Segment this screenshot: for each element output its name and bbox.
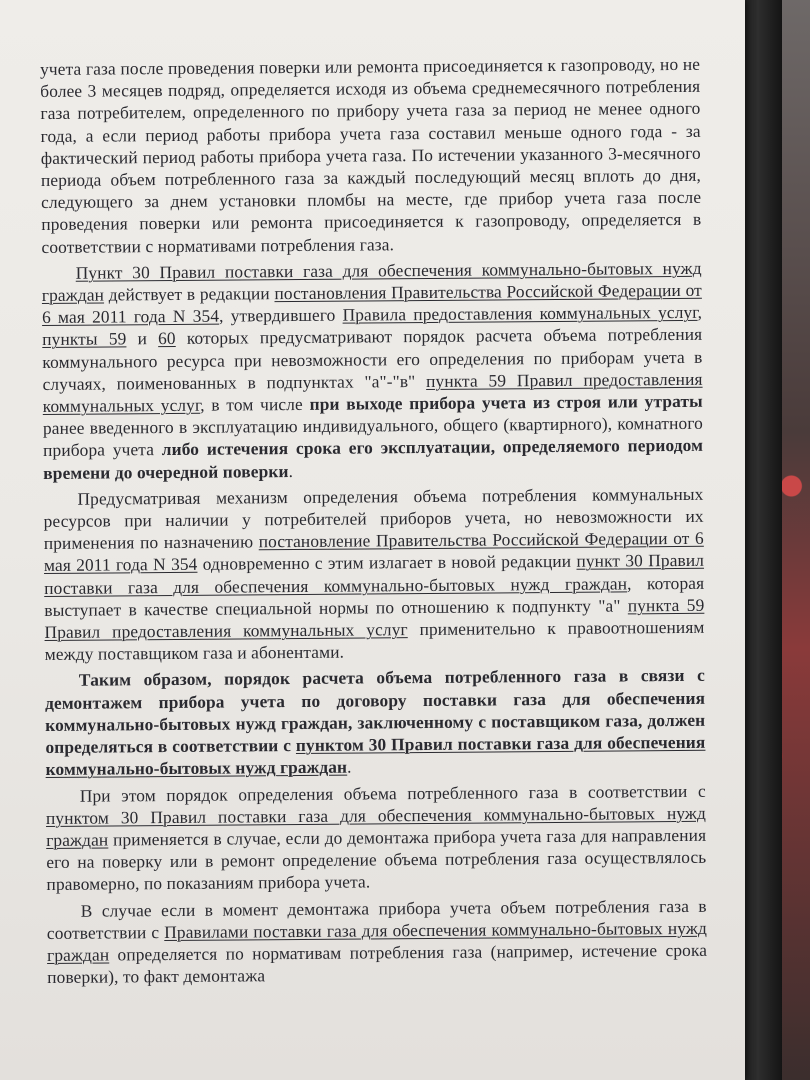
paragraph-text: действует в редакции bbox=[103, 283, 275, 305]
bold-text: либо истечения срока его эксплуатации, определяемого периодом времени до очередной поверки bbox=[43, 435, 704, 483]
legal-link[interactable]: постановление Правительства Российской Федерации от 6 мая 2011 года N 354 bbox=[43, 528, 704, 576]
legal-link[interactable]: пунктом 30 Правил поставки газа для обеспечения коммунально-бытовых нужд граждан bbox=[45, 731, 706, 780]
legal-link[interactable]: пункта 59 Правил предоставления коммунальных услуг bbox=[44, 594, 705, 643]
paragraph-text: применительно к правоотношениям между поставщиком газа и абонентами. bbox=[44, 616, 705, 665]
paragraph-5 bbox=[46, 779, 707, 895]
paragraph-text: , bbox=[697, 302, 703, 323]
legal-link[interactable]: пункты 59 bbox=[42, 328, 127, 350]
legal-link[interactable]: пункта 59 Правил предоставления коммунальных услуг bbox=[42, 368, 703, 417]
paragraph-text: В случае если в момент демонтажа прибора учета объем потребления газа в соответствии с bbox=[46, 895, 707, 943]
paragraph-4 bbox=[45, 664, 706, 780]
document-body bbox=[40, 53, 707, 992]
legal-link[interactable]: Пункт 30 Правил поставки газа для обеспечения коммунально-бытовых нужд граждан bbox=[41, 257, 702, 306]
paragraph-3 bbox=[43, 483, 704, 666]
paragraph-text: определяется по нормативам потребления газа (например, истечение срока поверки), то факт демонтажа bbox=[47, 939, 708, 988]
paragraph-1 bbox=[40, 53, 702, 258]
legal-link[interactable]: пунктом 30 Правил поставки газа для обеспечения коммунально-бытовых нужд граждан bbox=[45, 802, 707, 850]
bold-text: Таким образом, порядок расчета объема потребленного газа в связи с демонтажем прибора учета по договору поставки газа для обеспечения коммунально-бытовых нужд граждан, заключенному с поставщиком газа, должен определяться в соответствии с bbox=[44, 665, 706, 758]
binder-edge bbox=[742, 0, 782, 1080]
legal-link[interactable]: пункт 30 Правил поставки газа для обеспечения коммунально-бытовых нужд граждан bbox=[44, 550, 705, 598]
legal-link[interactable]: Правила предоставления коммунальных услуг bbox=[342, 302, 698, 325]
paragraph-text: которых предусматривают порядок расчета объема потребления коммунального ресурса при невозможности его определения по приборам учета в случаях, поименованных в подпунктах "а"-"в" bbox=[42, 324, 703, 394]
paragraph-text: одновременно с этим излагает в новой редакции bbox=[197, 551, 577, 575]
legal-link[interactable]: Правилами поставки газа для обеспечения коммунально-бытовых нужд граждан bbox=[46, 917, 707, 965]
paragraph-text: Предусматривая механизм определения объема потребления коммунальных ресурсов при наличии у потребителей приборов учета, но невозможности их применения по назначению bbox=[43, 483, 704, 554]
paragraph-2 bbox=[42, 257, 704, 484]
paragraph-text: и bbox=[126, 328, 159, 349]
legal-link[interactable]: постановления Правительства Российской Федерации от 6 мая 2011 года N 354 bbox=[41, 279, 702, 328]
paragraph-text: , в том числе bbox=[200, 393, 310, 415]
paragraph-text: . bbox=[288, 460, 294, 481]
paragraph-text: При этом порядок определения объема потребленного газа в соответствии с bbox=[79, 780, 706, 806]
paragraph-text: . bbox=[347, 756, 352, 777]
paragraph-text: , которая выступает в качестве специальной нормы по отношению к подпункту "а" bbox=[44, 572, 705, 620]
bold-text: при выходе прибора учета из строя или утраты bbox=[309, 390, 703, 414]
paragraph-text: ранее введенного в эксплуатацию индивидуального, общего (квартирного), комнатного прибора учета bbox=[42, 413, 703, 461]
legal-link[interactable]: 60 bbox=[158, 328, 176, 349]
paragraph-text: , утвердившего bbox=[218, 304, 343, 326]
paragraph-text: применяется в случае, если до демонтажа прибора учета газа для направления его на поверку или в ремонт определение объема потребления газа осуществлялось правомерно, по показаниям прибора учета. bbox=[46, 824, 707, 895]
paragraph-6 bbox=[47, 894, 708, 988]
paragraph-text: учета газа после проведения поверки или ремонта присоединяется к газопроводу, но не более 3 месяцев подряд, определяется исходя из объема среднемесячного потребления газа потребителем, определенного по прибору учета газа за период не менее одного года, а если период работы прибора учета газа составил меньше одного года - за фактический период работы прибора учета газа. По истечении указанного 3-месячного периода объем потребленного газа за каждый последующий месяц вплоть до дня, следующего за днем установки пломбы на месте, где прибор учета газа после проведения поверки или ремонта присоединяется к газопроводу, определяется в соответствии с нормативами потребления газа. bbox=[40, 53, 702, 257]
